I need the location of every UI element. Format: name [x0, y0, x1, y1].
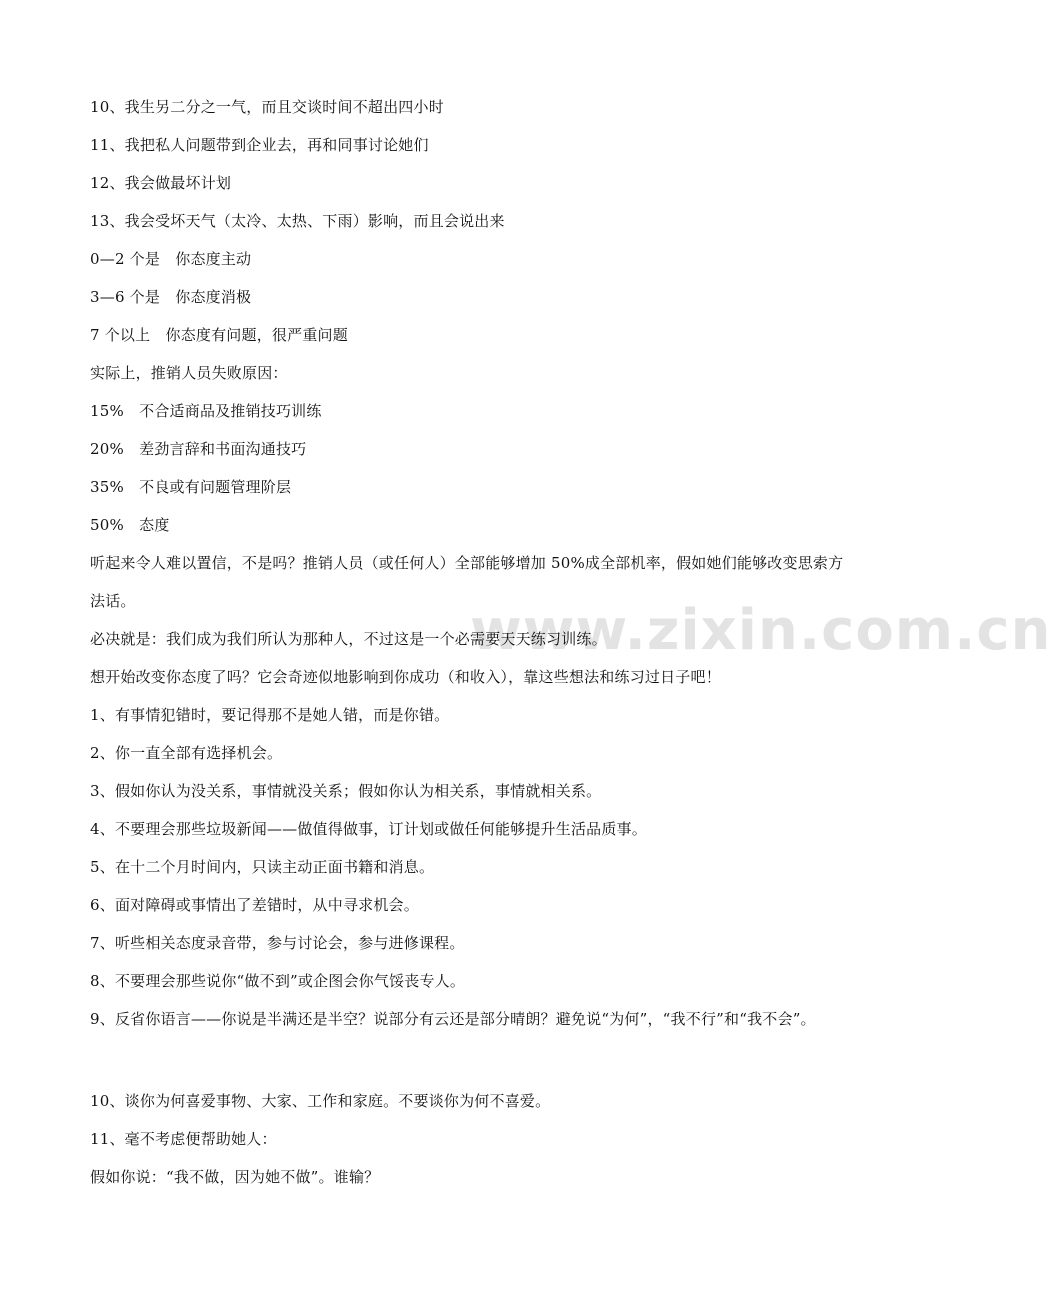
text-line-6: 3—6 个是 你态度消极: [90, 288, 252, 306]
text-line-last: 假如你说：“我不做，因为她不做”。谁输？: [90, 1168, 380, 1186]
text-line-12: 50% 态度: [90, 516, 170, 534]
text-line-10: 20% 差劲言辞和书面沟通技巧: [90, 440, 307, 458]
text-line-3: 12、我会做最坏计划: [90, 174, 232, 192]
text-line-15: 想开始改变你态度了吗？它会奇迹似地影响到你成功（和收入），靠这些想法和练习过日子吧！: [90, 668, 721, 686]
text-line-7: 7 个以上 你态度有问题，很严重问题: [90, 326, 348, 344]
list-item-1: 1、有事情犯错时，要记得那不是她人错，而是你错。: [90, 706, 450, 724]
text-line-11: 35% 不良或有问题管理阶层: [90, 478, 292, 496]
text-line-9: 15% 不合适商品及推销技巧训练: [90, 402, 322, 420]
list-item-3: 3、假如你认为没关系，事情就没关系；假如你认为相关系，事情就相关系。: [90, 782, 602, 800]
text-line-14: 必决就是：我们成为我们所认为那种人，不过这是一个必需要天天练习训练。: [90, 630, 607, 648]
text-line-5: 0—2 个是 你态度主动: [90, 250, 252, 268]
text-line-4: 13、我会受坏天气（太冷、太热、下雨）影响，而且会说出来: [90, 212, 505, 230]
text-line-2: 11、我把私人问题带到企业去，再和同事讨论她们: [90, 136, 429, 154]
list-item-8: 8、不要理会那些说你“做不到”或企图会你气馁丧专人。: [90, 972, 466, 990]
text-paragraph-13: 听起来令人难以置信，不是吗？推销人员（或任何人）全部能够增加 50%成全部机率，假如她们能够改变思索方法话。: [90, 554, 844, 610]
list-item-2: 2、你一直全部有选择机会。: [90, 744, 283, 762]
watermark: www.zixin.com.cn: [470, 598, 1052, 663]
list-item-6: 6、面对障碍或事情出了差错时，从中寻求机会。: [90, 896, 419, 914]
list-item-10: 10、谈你为何喜爱事物、大家、工作和家庭。不要谈你为何不喜爱。: [90, 1092, 551, 1110]
list-item-5: 5、在十二个月时间内，只读主动正面书籍和消息。: [90, 858, 435, 876]
list-item-4: 4、不要理会那些垃圾新闻——做值得做事，订计划或做任何能够提升生活品质事。: [90, 820, 647, 838]
text-line-1: 10、我生另二分之一气，而且交谈时间不超出四小时: [90, 98, 444, 116]
list-item-11: 11、毫不考虑便帮助她人：: [90, 1130, 277, 1148]
list-item-7: 7、听些相关态度录音带，参与讨论会，参与进修课程。: [90, 934, 465, 952]
list-item-9: 9、反省你语言——你说是半满还是半空？说部分有云还是部分晴朗？避免说“为何”，“我不行”和“我不会”。: [90, 1010, 816, 1028]
text-line-8: 实际上，推销人员失败原因：: [90, 364, 288, 382]
